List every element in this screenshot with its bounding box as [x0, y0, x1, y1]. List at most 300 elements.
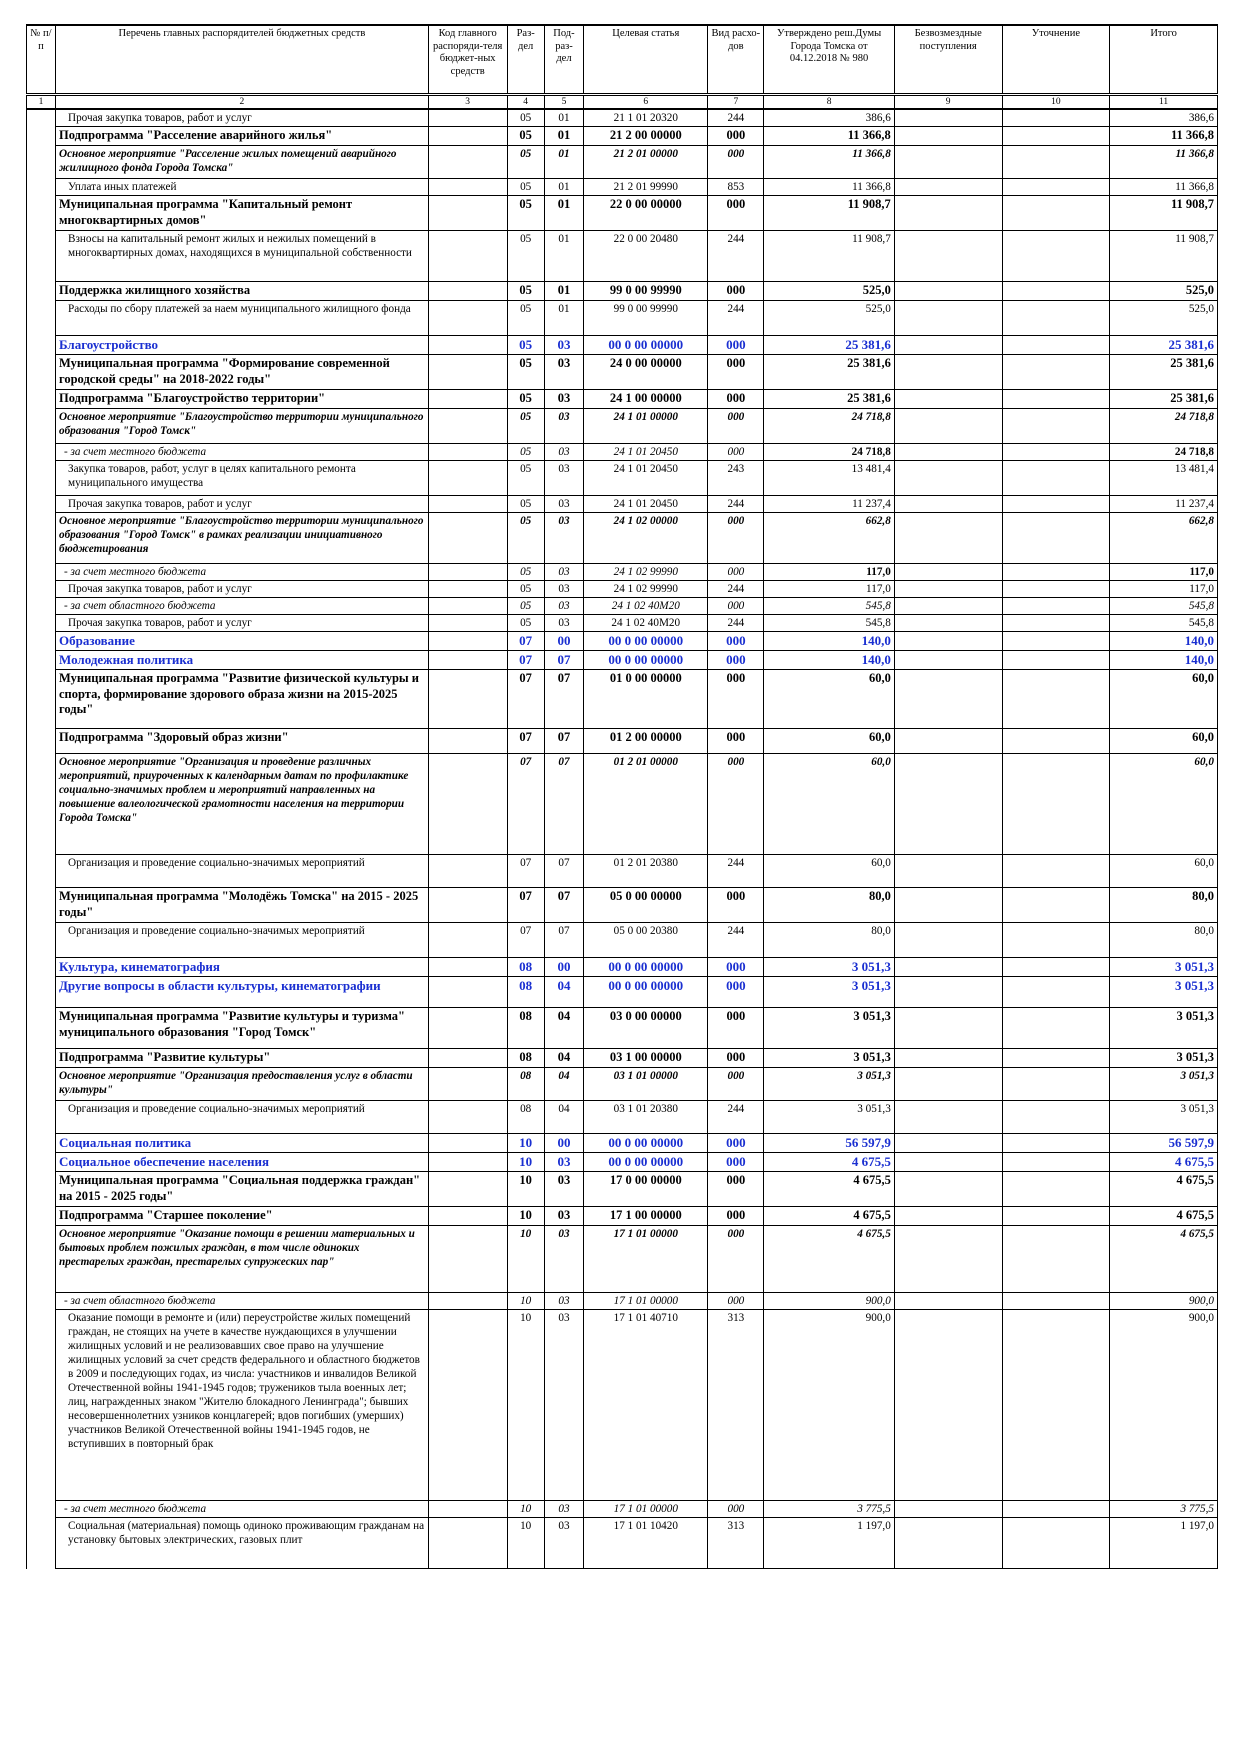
row-grants-cell — [894, 1310, 1002, 1501]
row-correction-cell — [1002, 1153, 1110, 1172]
row-podrazdel-cell: 00 — [544, 1133, 583, 1152]
row-razdel-cell: 07 — [507, 888, 544, 923]
row-total-cell: 525,0 — [1110, 282, 1218, 301]
row-razdel-cell: 10 — [507, 1226, 544, 1293]
row-approved-cell: 24 718,8 — [764, 443, 894, 460]
row-vid-cell: 000 — [708, 670, 764, 729]
header-cell-podrazdel: Под-раз-дел — [544, 25, 583, 95]
row-razdel-cell: 05 — [507, 282, 544, 301]
table-row — [27, 335, 1218, 354]
row-num-cell — [27, 1067, 56, 1100]
row-grbs-cell — [428, 1172, 507, 1207]
col-number: 8 — [764, 95, 894, 110]
row-num-cell — [27, 495, 56, 512]
row-razdel-cell: 05 — [507, 580, 544, 597]
row-vid-cell: 243 — [708, 460, 764, 495]
row-grbs-cell — [428, 1310, 507, 1501]
table-body — [27, 109, 1218, 1569]
row-podrazdel-cell: 04 — [544, 1008, 583, 1049]
row-razdel-cell: 10 — [507, 1501, 544, 1518]
row-podrazdel-cell: 01 — [544, 300, 583, 335]
row-correction-cell — [1002, 495, 1110, 512]
row-correction-cell — [1002, 580, 1110, 597]
row-podrazdel-cell: 04 — [544, 1067, 583, 1100]
col-number: 3 — [428, 95, 507, 110]
row-razdel-cell: 07 — [507, 855, 544, 888]
row-code-cell: 03 1 00 00000 — [584, 1049, 708, 1068]
row-code-cell: 01 2 00 00000 — [584, 729, 708, 754]
row-correction-cell — [1002, 650, 1110, 669]
row-code-cell: 24 1 02 99990 — [584, 563, 708, 580]
row-grants-cell — [894, 958, 1002, 977]
row-vid-cell: 000 — [708, 1501, 764, 1518]
row-total-cell: 525,0 — [1110, 300, 1218, 335]
row-code-cell: 17 1 01 00000 — [584, 1501, 708, 1518]
row-grbs-cell — [428, 1207, 507, 1226]
table-row — [27, 354, 1218, 389]
row-vid-cell: 000 — [708, 563, 764, 580]
header-cell-num: № п/п — [27, 25, 56, 95]
row-grants-cell — [894, 196, 1002, 231]
row-num-cell — [27, 1293, 56, 1310]
row-grants-cell — [894, 923, 1002, 958]
row-correction-cell — [1002, 614, 1110, 631]
row-code-cell: 24 1 01 20450 — [584, 443, 708, 460]
row-num-cell — [27, 977, 56, 1008]
table-row — [27, 196, 1218, 231]
row-podrazdel-cell: 01 — [544, 231, 583, 282]
row-correction-cell — [1002, 888, 1110, 923]
row-vid-cell: 244 — [708, 231, 764, 282]
row-podrazdel-cell: 04 — [544, 977, 583, 1008]
row-razdel-cell: 08 — [507, 977, 544, 1008]
row-vid-cell: 000 — [708, 1067, 764, 1100]
row-name-cell: Подпрограмма "Здоровый образ жизни" — [55, 729, 428, 754]
row-total-cell: 900,0 — [1110, 1293, 1218, 1310]
row-total-cell: 3 051,3 — [1110, 958, 1218, 977]
row-vid-cell: 000 — [708, 196, 764, 231]
row-num-cell — [27, 614, 56, 631]
row-razdel-cell: 08 — [507, 958, 544, 977]
row-vid-cell: 000 — [708, 650, 764, 669]
row-name-cell: Основное мероприятие "Благоустройство территории муниципального образования "Город Томск" в рамках реализации инициативного бюджетирования — [55, 512, 428, 563]
row-approved-cell: 386,6 — [764, 109, 894, 127]
row-num-cell — [27, 335, 56, 354]
row-grbs-cell — [428, 614, 507, 631]
table-row — [27, 1100, 1218, 1133]
row-vid-cell: 000 — [708, 146, 764, 179]
row-total-cell: 60,0 — [1110, 729, 1218, 754]
row-podrazdel-cell: 01 — [544, 146, 583, 179]
row-razdel-cell: 08 — [507, 1008, 544, 1049]
row-num-cell — [27, 1207, 56, 1226]
row-razdel-cell: 07 — [507, 923, 544, 958]
row-grbs-cell — [428, 1049, 507, 1068]
row-total-cell: 140,0 — [1110, 650, 1218, 669]
row-approved-cell: 11 366,8 — [764, 179, 894, 196]
row-approved-cell: 11 237,4 — [764, 495, 894, 512]
row-razdel-cell: 05 — [507, 597, 544, 614]
row-code-cell: 00 0 00 00000 — [584, 631, 708, 650]
row-vid-cell: 000 — [708, 127, 764, 146]
row-total-cell: 545,8 — [1110, 614, 1218, 631]
row-correction-cell — [1002, 1008, 1110, 1049]
row-correction-cell — [1002, 1067, 1110, 1100]
row-approved-cell: 60,0 — [764, 754, 894, 855]
row-num-cell — [27, 1049, 56, 1068]
row-razdel-cell: 05 — [507, 512, 544, 563]
table-row — [27, 282, 1218, 301]
row-grants-cell — [894, 460, 1002, 495]
row-approved-cell: 140,0 — [764, 631, 894, 650]
row-grants-cell — [894, 1226, 1002, 1293]
row-podrazdel-cell: 03 — [544, 1310, 583, 1501]
row-podrazdel-cell: 07 — [544, 650, 583, 669]
row-grants-cell — [894, 563, 1002, 580]
table-row — [27, 1067, 1218, 1100]
row-total-cell: 11 908,7 — [1110, 196, 1218, 231]
row-correction-cell — [1002, 408, 1110, 443]
row-razdel-cell: 05 — [507, 389, 544, 408]
row-podrazdel-cell: 01 — [544, 196, 583, 231]
row-total-cell: 11 237,4 — [1110, 495, 1218, 512]
row-code-cell: 01 2 01 00000 — [584, 754, 708, 855]
row-code-cell: 17 0 00 00000 — [584, 1172, 708, 1207]
table-row — [27, 1207, 1218, 1226]
row-code-cell: 05 0 00 00000 — [584, 888, 708, 923]
row-num-cell — [27, 754, 56, 855]
header-cell-grants: Безвозмездные поступления — [894, 25, 1002, 95]
row-podrazdel-cell: 03 — [544, 460, 583, 495]
col-number: 2 — [55, 95, 428, 110]
row-num-cell — [27, 354, 56, 389]
row-name-cell: Образование — [55, 631, 428, 650]
row-grants-cell — [894, 1501, 1002, 1518]
header-cell-razdel: Раз-дел — [507, 25, 544, 95]
row-approved-cell: 3 051,3 — [764, 977, 894, 1008]
row-approved-cell: 80,0 — [764, 923, 894, 958]
row-vid-cell: 000 — [708, 335, 764, 354]
row-code-cell: 24 1 00 00000 — [584, 389, 708, 408]
table-header — [27, 25, 1218, 109]
row-vid-cell: 244 — [708, 855, 764, 888]
table-row — [27, 127, 1218, 146]
row-correction-cell — [1002, 196, 1110, 231]
row-vid-cell: 244 — [708, 495, 764, 512]
row-code-cell: 22 0 00 20480 — [584, 231, 708, 282]
row-code-cell: 00 0 00 00000 — [584, 650, 708, 669]
row-name-cell: Организация и проведение социально-значимых мероприятий — [55, 1100, 428, 1133]
row-grants-cell — [894, 1100, 1002, 1133]
row-name-cell: Уплата иных платежей — [55, 179, 428, 196]
row-total-cell: 25 381,6 — [1110, 354, 1218, 389]
row-grants-cell — [894, 888, 1002, 923]
row-correction-cell — [1002, 460, 1110, 495]
row-correction-cell — [1002, 958, 1110, 977]
header-cell-code: Целевая статья — [584, 25, 708, 95]
row-num-cell — [27, 888, 56, 923]
row-name-cell: Расходы по сбору платежей за наем муниципального жилищного фонда — [55, 300, 428, 335]
col-number: 11 — [1110, 95, 1218, 110]
row-grants-cell — [894, 495, 1002, 512]
row-razdel-cell: 10 — [507, 1172, 544, 1207]
row-num-cell — [27, 729, 56, 754]
row-approved-cell: 117,0 — [764, 580, 894, 597]
row-grbs-cell — [428, 460, 507, 495]
row-razdel-cell: 05 — [507, 354, 544, 389]
row-code-cell: 03 0 00 00000 — [584, 1008, 708, 1049]
row-grants-cell — [894, 389, 1002, 408]
row-total-cell: 25 381,6 — [1110, 389, 1218, 408]
table-row — [27, 300, 1218, 335]
row-grbs-cell — [428, 888, 507, 923]
row-name-cell: Основное мероприятие "Организация и проведение различных мероприятий, приуроченных к календарным датам по профилактике социально-значимых проблем и мероприятий направленных на повышение валеологической грамотности населения на территории Города Томска" — [55, 754, 428, 855]
row-code-cell: 03 1 01 20380 — [584, 1100, 708, 1133]
row-total-cell: 4 675,5 — [1110, 1153, 1218, 1172]
table-row — [27, 580, 1218, 597]
row-vid-cell: 244 — [708, 923, 764, 958]
row-vid-cell: 000 — [708, 1133, 764, 1152]
row-name-cell: Взносы на капитальный ремонт жилых и нежилых помещений в многоквартирных домах, находящихся в муниципальной собственности — [55, 231, 428, 282]
row-grants-cell — [894, 1133, 1002, 1152]
budget-sheet — [26, 24, 1218, 1569]
row-correction-cell — [1002, 127, 1110, 146]
row-correction-cell — [1002, 1049, 1110, 1068]
row-total-cell: 80,0 — [1110, 923, 1218, 958]
row-grants-cell — [894, 670, 1002, 729]
row-razdel-cell: 08 — [507, 1067, 544, 1100]
row-grants-cell — [894, 614, 1002, 631]
row-code-cell: 03 1 01 00000 — [584, 1067, 708, 1100]
row-razdel-cell: 10 — [507, 1207, 544, 1226]
row-grbs-cell — [428, 1293, 507, 1310]
row-vid-cell: 000 — [708, 1008, 764, 1049]
row-vid-cell: 000 — [708, 389, 764, 408]
row-grants-cell — [894, 335, 1002, 354]
row-razdel-cell: 05 — [507, 443, 544, 460]
row-grbs-cell — [428, 958, 507, 977]
row-razdel-cell: 10 — [507, 1133, 544, 1152]
row-total-cell: 4 675,5 — [1110, 1226, 1218, 1293]
row-approved-cell: 525,0 — [764, 282, 894, 301]
row-total-cell: 3 775,5 — [1110, 1501, 1218, 1518]
row-num-cell — [27, 855, 56, 888]
row-approved-cell: 11 366,8 — [764, 127, 894, 146]
row-code-cell: 24 1 01 20450 — [584, 460, 708, 495]
row-name-cell: Муниципальная программа "Молодёжь Томска" на 2015 - 2025 годы" — [55, 888, 428, 923]
row-vid-cell: 000 — [708, 977, 764, 1008]
row-grants-cell — [894, 1008, 1002, 1049]
row-grbs-cell — [428, 300, 507, 335]
row-grants-cell — [894, 109, 1002, 127]
row-correction-cell — [1002, 1293, 1110, 1310]
row-num-cell — [27, 563, 56, 580]
row-num-cell — [27, 408, 56, 443]
row-grants-cell — [894, 231, 1002, 282]
row-num-cell — [27, 923, 56, 958]
row-total-cell: 117,0 — [1110, 563, 1218, 580]
row-vid-cell: 244 — [708, 300, 764, 335]
row-podrazdel-cell: 03 — [544, 443, 583, 460]
row-code-cell: 21 1 01 20320 — [584, 109, 708, 127]
row-podrazdel-cell: 03 — [544, 614, 583, 631]
row-grants-cell — [894, 282, 1002, 301]
row-razdel-cell: 07 — [507, 631, 544, 650]
row-approved-cell: 11 366,8 — [764, 146, 894, 179]
row-num-cell — [27, 1100, 56, 1133]
table-row — [27, 754, 1218, 855]
row-vid-cell: 000 — [708, 597, 764, 614]
row-name-cell: Муниципальная программа "Развитие культуры и туризма" муниципального образования "Город Томск" — [55, 1008, 428, 1049]
row-podrazdel-cell: 03 — [544, 1518, 583, 1569]
row-razdel-cell: 05 — [507, 495, 544, 512]
budget-table — [26, 24, 1218, 1569]
row-razdel-cell: 10 — [507, 1293, 544, 1310]
row-total-cell: 11 366,8 — [1110, 179, 1218, 196]
row-num-cell — [27, 597, 56, 614]
col-number: 1 — [27, 95, 56, 110]
row-name-cell: Закупка товаров, работ, услуг в целях капитального ремонта муниципального имущества — [55, 460, 428, 495]
row-razdel-cell: 05 — [507, 408, 544, 443]
table-row — [27, 977, 1218, 1008]
row-correction-cell — [1002, 1100, 1110, 1133]
row-name-cell: Основное мероприятие "Оказание помощи в решении материальных и бытовых проблем пожилых граждан, в том числе одиноких престарелых граждан, престарелых супружеских пар" — [55, 1226, 428, 1293]
row-vid-cell: 244 — [708, 580, 764, 597]
row-code-cell: 01 0 00 00000 — [584, 670, 708, 729]
row-grbs-cell — [428, 231, 507, 282]
row-razdel-cell: 07 — [507, 650, 544, 669]
row-grbs-cell — [428, 1518, 507, 1569]
row-approved-cell: 3 051,3 — [764, 1100, 894, 1133]
row-podrazdel-cell: 07 — [544, 729, 583, 754]
row-podrazdel-cell: 01 — [544, 127, 583, 146]
row-num-cell — [27, 1226, 56, 1293]
row-vid-cell: 244 — [708, 109, 764, 127]
row-grbs-cell — [428, 1008, 507, 1049]
row-total-cell: 3 051,3 — [1110, 1008, 1218, 1049]
row-total-cell: 11 908,7 — [1110, 231, 1218, 282]
row-grbs-cell — [428, 512, 507, 563]
table-row — [27, 1133, 1218, 1152]
row-correction-cell — [1002, 300, 1110, 335]
row-grbs-cell — [428, 670, 507, 729]
row-code-cell: 05 0 00 20380 — [584, 923, 708, 958]
row-grbs-cell — [428, 146, 507, 179]
table-row — [27, 389, 1218, 408]
row-correction-cell — [1002, 670, 1110, 729]
row-podrazdel-cell: 04 — [544, 1049, 583, 1068]
table-row — [27, 670, 1218, 729]
row-name-cell: Оказание помощи в ремонте и (или) переустройстве жилых помещений граждан, не стоящих на учете в качестве нуждающихся в улучшении жилищных условий и не реализовавших свое право на улучшение жилищных условий за счет средств федерального и областного бюджетов в 2009 и последующих годах, из числа: участников и инвалидов Великой Отечественной войны 1941-1945 годов; тружеников тыла военных лет; лиц, награжденных знаком "Жителю блокадного Ленинграда"; бывших несовершеннолетних узников концлагерей; вдов погибших (умерших) участников Великой Отечественной войны 1941-1945 годов, не вступивших в повторный брак — [55, 1310, 428, 1501]
row-podrazdel-cell: 07 — [544, 670, 583, 729]
row-name-cell: Поддержка жилищного хозяйства — [55, 282, 428, 301]
row-total-cell: 24 718,8 — [1110, 443, 1218, 460]
table-row — [27, 512, 1218, 563]
table-row — [27, 460, 1218, 495]
row-grbs-cell — [428, 729, 507, 754]
table-row — [27, 729, 1218, 754]
row-total-cell: 662,8 — [1110, 512, 1218, 563]
row-total-cell: 24 718,8 — [1110, 408, 1218, 443]
row-grbs-cell — [428, 335, 507, 354]
table-row — [27, 1172, 1218, 1207]
row-vid-cell: 000 — [708, 408, 764, 443]
row-approved-cell: 900,0 — [764, 1293, 894, 1310]
table-row — [27, 1501, 1218, 1518]
table-row — [27, 146, 1218, 179]
row-grants-cell — [894, 146, 1002, 179]
col-number: 10 — [1002, 95, 1110, 110]
row-num-cell — [27, 443, 56, 460]
row-total-cell: 3 051,3 — [1110, 977, 1218, 1008]
row-num-cell — [27, 300, 56, 335]
row-podrazdel-cell: 07 — [544, 754, 583, 855]
row-total-cell: 386,6 — [1110, 109, 1218, 127]
row-approved-cell: 662,8 — [764, 512, 894, 563]
row-razdel-cell: 05 — [507, 563, 544, 580]
row-name-cell: Подпрограмма "Старшее поколение" — [55, 1207, 428, 1226]
row-vid-cell: 000 — [708, 1226, 764, 1293]
row-grbs-cell — [428, 1153, 507, 1172]
row-podrazdel-cell: 04 — [544, 1100, 583, 1133]
row-name-cell: Социальное обеспечение населения — [55, 1153, 428, 1172]
row-grants-cell — [894, 597, 1002, 614]
row-name-cell: Основное мероприятие "Благоустройство территории муниципального образования "Город Томск" — [55, 408, 428, 443]
row-approved-cell: 24 718,8 — [764, 408, 894, 443]
row-podrazdel-cell: 03 — [544, 1293, 583, 1310]
header-cell-total: Итого — [1110, 25, 1218, 95]
row-total-cell: 56 597,9 — [1110, 1133, 1218, 1152]
row-correction-cell — [1002, 923, 1110, 958]
row-podrazdel-cell: 03 — [544, 495, 583, 512]
table-row — [27, 1293, 1218, 1310]
row-vid-cell: 000 — [708, 512, 764, 563]
row-total-cell: 25 381,6 — [1110, 335, 1218, 354]
row-num-cell — [27, 1518, 56, 1569]
row-grbs-cell — [428, 1133, 507, 1152]
row-name-cell: Муниципальная программа "Формирование современной городской среды" на 2018-2022 годы" — [55, 354, 428, 389]
row-code-cell: 24 1 02 99990 — [584, 580, 708, 597]
row-approved-cell: 60,0 — [764, 855, 894, 888]
row-approved-cell: 25 381,6 — [764, 354, 894, 389]
row-total-cell: 140,0 — [1110, 631, 1218, 650]
row-grbs-cell — [428, 1100, 507, 1133]
row-vid-cell: 244 — [708, 614, 764, 631]
table-row — [27, 1226, 1218, 1293]
row-name-cell: Подпрограмма "Расселение аварийного жилья" — [55, 127, 428, 146]
row-name-cell: Молодежная политика — [55, 650, 428, 669]
row-name-cell: Благоустройство — [55, 335, 428, 354]
header-cell-name: Перечень главных распорядителей бюджетных средств — [55, 25, 428, 95]
row-code-cell: 24 1 02 40М20 — [584, 597, 708, 614]
row-grbs-cell — [428, 196, 507, 231]
row-razdel-cell: 05 — [507, 231, 544, 282]
row-podrazdel-cell: 03 — [544, 389, 583, 408]
row-approved-cell: 60,0 — [764, 729, 894, 754]
row-razdel-cell: 05 — [507, 196, 544, 231]
row-code-cell: 17 1 01 00000 — [584, 1293, 708, 1310]
row-name-cell: - за счет местного бюджета — [55, 1501, 428, 1518]
row-total-cell: 900,0 — [1110, 1310, 1218, 1501]
row-num-cell — [27, 231, 56, 282]
row-code-cell: 00 0 00 00000 — [584, 1133, 708, 1152]
row-razdel-cell: 05 — [507, 109, 544, 127]
row-razdel-cell: 05 — [507, 460, 544, 495]
row-code-cell: 17 1 01 10420 — [584, 1518, 708, 1569]
row-correction-cell — [1002, 855, 1110, 888]
table-row — [27, 408, 1218, 443]
table-row — [27, 1008, 1218, 1049]
